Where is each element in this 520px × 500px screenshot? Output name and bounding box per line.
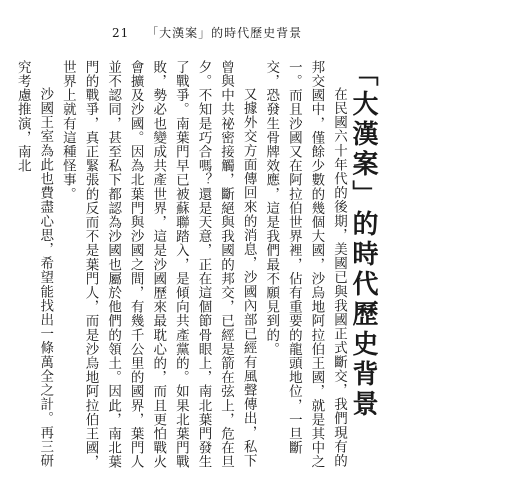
paragraph: 又據外交方面傳回來的消息，沙國內部已經有風聲傳出，私下曾與中共祕密接觸，斷絕與我國的邦交，已經是箭在弦上，危在旦夕。不知是巧合嗎？還是天意，正在這個節骨眼上，南北葉門發生了戰爭。南葉門早已被蘇聯踏入，是傾向共產黨的。如果北葉門戰敗，勢必也變成共產世界，這是沙國歷來最耽心的，而且更怕戰火會擴及沙國。因為北葉門與沙國之間，有幾千公里的國界，葉門人並不認同，甚至私下都認為沙國也屬於他們的領土。因此，南北葉門的戰爭，真正緊張的反而不是葉門人，而是沙烏地阿拉伯王國，世界上就有這種怪事。 [59,60,257,469]
running-title: 「大漢案」的時代歷史背景 [146,26,303,40]
page-number: 21 [112,26,130,40]
paragraph: 在民國六十年代的後期，美國已與我國正式斷交，我們現有的邦交國中，僅餘少數的幾個大國，沙烏地阿拉伯王國，就是其中之一。而且沙國又在阿拉伯世界裡，佔有重要的龍頭地位，一旦斷交，恐發生骨牌效應，這是我們最不願見到的。 [263,60,347,469]
paragraph: 沙國王室為此也費盡心思，希望能找出一條萬全之計。再三研究考慮推演，南北 [14,60,54,468]
body-text [14,60,350,480]
running-header [112,24,302,41]
chapter-title: 「大漢案」的時代歷史背景 [348,60,378,420]
